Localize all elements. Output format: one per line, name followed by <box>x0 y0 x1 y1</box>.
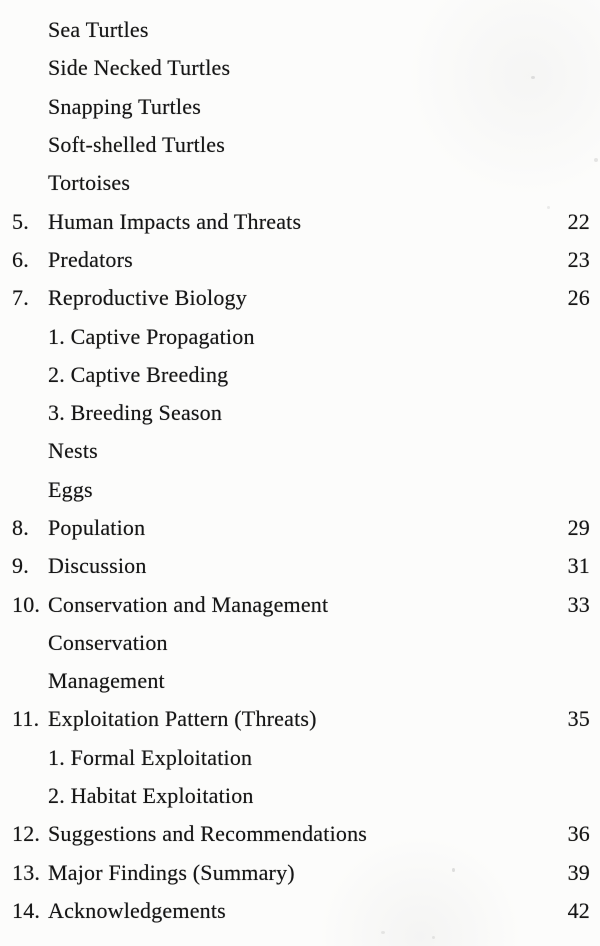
toc-entry-title: Sea Turtles <box>48 17 149 43</box>
toc-entry-number: 5. <box>12 208 29 234</box>
toc-row <box>12 892 592 930</box>
toc-row <box>12 88 592 126</box>
toc-row <box>12 815 592 853</box>
toc-entry-page: 29 <box>567 515 590 540</box>
toc-row <box>12 49 592 87</box>
toc-row <box>12 509 592 547</box>
scan-speckle <box>432 936 435 939</box>
toc-row <box>12 279 592 317</box>
toc-entry-title: Snapping Turtles <box>48 93 201 119</box>
toc-entry-page: 36 <box>567 821 590 847</box>
scan-speckle <box>452 868 455 872</box>
toc-entry-title: Population <box>48 515 146 540</box>
toc-entry-title: Eggs <box>48 476 93 502</box>
toc-entry-page: 31 <box>567 553 590 579</box>
toc-entry-title: Predators <box>48 246 133 272</box>
toc-entry-title: Tortoises <box>48 170 131 196</box>
toc-row <box>12 202 592 240</box>
toc-entry-title: 3. Breeding Season <box>48 400 223 426</box>
toc-entry-title: Reproductive Biology <box>48 285 247 311</box>
toc-entry-title: Side Necked Turtles <box>48 55 231 81</box>
toc-entry-number: 6. <box>12 246 29 272</box>
toc-row <box>12 432 592 470</box>
toc-row <box>12 356 592 394</box>
toc-entry-number: 14. <box>12 897 41 923</box>
toc-entry-title: 1. Captive Propagation <box>48 323 255 349</box>
toc-row <box>12 126 592 164</box>
toc-entry-number: 7. <box>12 285 29 311</box>
toc-entry-title: Soft-shelled Turtles <box>48 132 225 158</box>
toc-row <box>12 662 592 700</box>
toc-entry-number: 13. <box>12 859 41 885</box>
toc-entry-title: Suggestions and Recommendations <box>48 821 368 847</box>
toc-row <box>12 777 592 815</box>
toc-entry-title: Conservation and Management <box>48 591 329 617</box>
toc-row <box>12 394 592 432</box>
toc-entry-number: 9. <box>12 553 29 579</box>
toc-row <box>12 241 592 279</box>
toc-entry-title: Exploitation Pattern (Threats) <box>48 706 317 732</box>
scan-speckle <box>381 931 385 934</box>
toc-entry-page: 23 <box>567 246 590 272</box>
toc-entry-title: Conservation <box>48 629 168 655</box>
toc-entry-page: 39 <box>567 859 590 885</box>
toc-entry-title: 2. Habitat Exploitation <box>48 783 254 809</box>
toc-row <box>12 700 592 738</box>
toc-entry-number: 12. <box>12 821 41 847</box>
toc-entry-title: 2. Captive Breeding <box>48 361 229 387</box>
toc-row <box>12 854 592 892</box>
toc-row <box>12 739 592 777</box>
toc-entry-title: Acknowledgements <box>48 897 226 923</box>
toc-row <box>12 317 592 355</box>
toc-row <box>12 471 592 509</box>
toc-entry-title: Major Findings (Summary) <box>48 859 295 885</box>
toc-entry-number: 8. <box>12 515 29 540</box>
toc-entry-page: 22 <box>567 208 590 234</box>
toc-entry-page: 26 <box>567 285 590 311</box>
toc-row <box>12 11 592 49</box>
toc-entry-title: Nests <box>48 438 98 464</box>
toc-entry-number: 11. <box>12 706 40 732</box>
toc-row <box>12 547 592 585</box>
scan-speckle <box>594 158 598 162</box>
toc-entry-number: 10. <box>12 591 41 617</box>
toc-entry-title: Discussion <box>48 553 147 579</box>
toc-entry-title: Human Impacts and Threats <box>48 208 302 234</box>
scan-speckle <box>531 76 535 79</box>
toc-entry-title: Management <box>48 668 165 694</box>
toc-entry-page: 42 <box>567 897 590 923</box>
toc-row <box>12 164 592 202</box>
toc-row <box>12 585 592 623</box>
toc-entry-page: 35 <box>567 706 590 732</box>
toc-row <box>12 624 592 662</box>
toc-entry-title: 1. Formal Exploitation <box>48 744 253 770</box>
toc-entry-page: 33 <box>567 591 590 617</box>
scan-speckle <box>547 206 550 209</box>
